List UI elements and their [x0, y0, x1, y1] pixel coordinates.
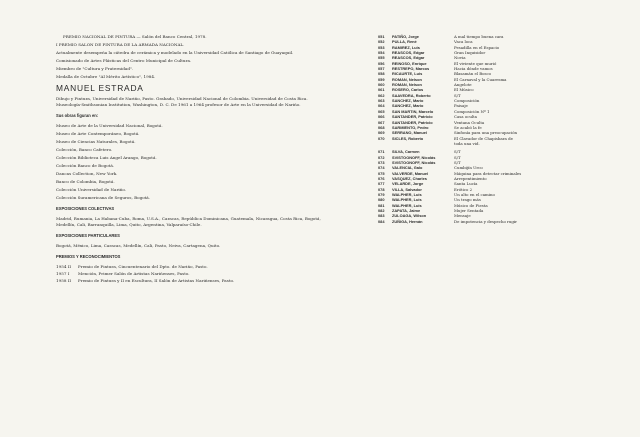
catalog-title: toda una vid.	[454, 140, 480, 146]
catalog-number	[378, 141, 392, 146]
catalog-number: 083	[378, 213, 385, 219]
prize-item	[56, 271, 326, 277]
collective-exhibitions-heading: EXPOSICIONES COLECTIVAS	[56, 206, 115, 212]
catalog-artist: REASCOS, Edgar	[392, 55, 425, 61]
catalog-title: Cumbijín Urco	[454, 165, 483, 171]
catalog-title: Novia	[454, 55, 466, 61]
catalog-row	[378, 219, 598, 224]
catalog-artist: SAAVEDRA, Roberto	[392, 92, 431, 98]
catalog-number: 069	[378, 130, 385, 136]
prize-text: Premio de Pintura y II en Escultura, II Salón de Artistas Nariñenses, Pasto.	[78, 278, 235, 284]
intro-line: PREMIO NACIONAL DE PINTURA — Salón del Banco Central, 1978.	[63, 34, 207, 39]
catalog-title: A mal tiempo buena cara	[454, 34, 504, 39]
collection-item: Colección Suramericana de Seguros, Bogotá.	[56, 194, 151, 200]
prize-year: 1957 I	[56, 271, 70, 276]
catalog-number: 070	[378, 135, 385, 141]
collection-item: Colección Universidad de Nariño.	[56, 186, 127, 192]
catalog-artist: SARMIENTO, Pedro	[392, 124, 429, 130]
intro-section	[56, 34, 326, 80]
collection-item: Museo de Arte Contemporáneo, Bogotá.	[56, 130, 140, 136]
catalog-title: El Clavador de Chapisbara de	[454, 135, 513, 141]
catalog-list	[378, 34, 598, 224]
catalog-number: 067	[378, 119, 385, 125]
catalog-title: Vaca loca	[454, 39, 473, 45]
catalog-title: El viviente que murió	[454, 60, 497, 66]
catalog-number: 059	[378, 76, 385, 82]
catalog-artist: REASCOS, Edgar	[392, 50, 425, 56]
intro-line: Miembro de "Cultura y Fraternidad".	[56, 65, 134, 71]
catalog-number: 060	[378, 82, 385, 88]
catalog-number: 078	[378, 186, 385, 192]
catalog-number: 063	[378, 98, 385, 104]
catalog-title: Mensaje	[454, 213, 471, 219]
catalog-title: S/T	[454, 149, 461, 155]
catalog-title: Hacia dónde vamos	[454, 66, 493, 72]
catalog-number: 074	[378, 165, 385, 171]
prize-item	[56, 264, 326, 270]
catalog-artist: ROMAN, Nelson	[392, 82, 422, 88]
catalog-artist: ZAPATA, Jaime	[392, 208, 421, 213]
prize-item	[56, 278, 326, 284]
catalog-artist: ROMAN, Nelson	[392, 76, 422, 82]
catalog-number: 080	[378, 197, 385, 203]
catalog-artist: SERRANO, Manuel	[392, 130, 428, 136]
collection-item: Colección Biblioteca Luis Angel Arango, Bogotá.	[56, 154, 157, 160]
prize-text: Mención, Primer Salón de Artistas Nariñenses, Pasto.	[78, 271, 190, 276]
catalog-artist: SVISTOONOFF, Nicolás	[392, 154, 436, 160]
catalog-title: El Músico	[454, 87, 474, 93]
catalog-artist: SICLES, Roberto	[392, 135, 424, 141]
prize-year: 1958 II	[56, 278, 71, 284]
catalog-artist: SILVA, Carmen	[392, 149, 420, 155]
intro-line: Actualmente desempeña la cátedra de cerámica y modelado en la Universidad Católica de Santiago de Guayaquil.	[56, 49, 294, 55]
catalog-artist: SANCHEZ, Mario	[392, 103, 424, 109]
catalog-number: 084	[378, 218, 385, 224]
catalog-number: 079	[378, 191, 385, 197]
intro-line: Medalla de Octubre "Al Mérito Artístico", 1984.	[56, 73, 156, 79]
catalog-number: 064	[378, 103, 385, 109]
catalog-title: Ventana Oculta	[454, 119, 485, 125]
collection-item: Dancas Collection, New York.	[56, 170, 118, 176]
catalog-artist: VELARDE, Jorge	[392, 181, 424, 187]
collection-item: Colección, Banco Cafetero.	[56, 146, 113, 152]
artist-bio: Dibujo y Pintura, Universidad de Nariño, Pasto. Grabado, Universidad Nacional de Colombia. Universidad de Costa Rica. Museología-Smithsonian Institution, Washington, D. C. De 1961 a 1964 profesor de Arte en la Universidad de Nariño.	[56, 96, 308, 107]
catalog-artist: WALPHER, Luis	[392, 191, 422, 197]
catalog-title: Casa oculta	[454, 114, 478, 120]
catalog-artist: PATIÑO, Jorge	[392, 34, 419, 39]
catalog-row	[378, 141, 598, 146]
catalog-artist: RICAURTE, Luis	[392, 71, 423, 77]
catalog-title: Un trago más	[454, 197, 481, 203]
catalog-title: Se acabó la fe	[454, 124, 482, 130]
prizes-heading: PREMIOS Y RECONOCIMIENTOS	[56, 254, 121, 260]
catalog-artist: ROSERO, Carlos	[392, 87, 424, 93]
collections-list	[56, 123, 326, 200]
catalog-number: 062	[378, 92, 385, 98]
artist-name-heading: MANUEL ESTRADA	[56, 82, 144, 93]
catalog-artist: WALPHER, Luis	[392, 197, 422, 203]
individual-exhibitions-heading: EXPOSICIONES PARTICULARES	[56, 233, 120, 239]
catalog-title: El Carnaval y la Cuaresma	[454, 76, 507, 82]
catalog-title: De impotencia y despecho rugir	[454, 218, 518, 224]
catalog-number: 081	[378, 202, 385, 208]
catalog-number: 075	[378, 170, 385, 176]
catalog-artist: VALENCIA, Galo	[392, 165, 423, 171]
catalog-artist	[392, 141, 454, 146]
catalog-artist: VILLA, Salvador	[392, 186, 422, 192]
collection-item: Museo de Ciencias Naturales, Bogotá.	[56, 138, 136, 144]
catalog-title: Erótico 2	[454, 186, 473, 192]
collection-item: Banco de Colombia, Bogotá.	[56, 178, 115, 184]
catalog-number: 077	[378, 181, 385, 187]
catalog-artist: ZUÑIGA, Hernán	[392, 218, 423, 224]
catalog-number: 066	[378, 114, 385, 120]
prize-text: Premio de Pintura, Cincuentenario del Dpto. de Nariño, Pasto.	[78, 263, 208, 269]
intro-line: I PREMIO SALON DE PINTURA DE LA ARMADA NACIONAL.	[56, 41, 185, 47]
catalog-title: Composición Nº 1	[454, 108, 490, 114]
works-heading: Sus obras figuran en:	[56, 113, 99, 119]
catalog-artist: SANTANDER, Patricio	[392, 114, 433, 120]
catalog-number: 054	[378, 50, 385, 56]
catalog-artist: SANCHEZ, Mario	[392, 98, 424, 104]
catalog-title: Angelote	[454, 82, 472, 88]
catalog-title: Sinfonía para una preocupación	[454, 130, 518, 136]
catalog-number: 071	[378, 149, 385, 155]
left-page	[56, 34, 326, 285]
catalog-title: Gran Inquisidor	[454, 50, 486, 56]
catalog-artist: WALPHER, Luis	[392, 202, 422, 208]
prizes-list	[56, 264, 326, 284]
catalog-number: 076	[378, 175, 385, 181]
catalog-artist: ZULOAGA, Wilson	[392, 213, 427, 219]
catalog-artist: RAMIREZ, Luis	[392, 44, 420, 50]
catalog-number: 053	[378, 44, 385, 50]
catalog-number: 073	[378, 159, 385, 165]
catalog-number: 082	[378, 208, 385, 213]
catalog-number: 068	[378, 124, 385, 130]
catalog-number: 052	[378, 39, 385, 45]
catalog-artist: SANTANDER, Patricio	[392, 119, 433, 125]
catalog-title: S/T	[454, 92, 461, 98]
catalog-artist: VASQUEZ, Charles	[392, 175, 427, 181]
catalog-title: Santa Lucía	[454, 181, 478, 187]
catalog-title: Arrepentimiento	[454, 175, 487, 181]
intro-line: Comisionado de Artes Plásticas del Centro Municipal de Cultura.	[56, 57, 192, 63]
catalog-title: Músico de Fiesta	[454, 202, 488, 208]
catalog-number: 055	[378, 55, 385, 61]
catalog-title: Composición	[454, 98, 480, 104]
collective-exhibitions-text: Madrid, Rumania, La Habana-Cuba, Roma, U.S.A., Caracas, República Dominicana, Guatemala, Nicaragua, Costa Rica, Bogotá, Medellín, Cali, Barranquilla, Lima, Quito, Argentina, Valparaíso-Chile.	[56, 215, 321, 227]
catalog-artist: RESTREPO, Marcos	[392, 66, 430, 72]
catalog-number: 065	[378, 108, 385, 114]
collection-item: Colección Banco de Bogotá.	[56, 162, 115, 168]
catalog-number: 058	[378, 71, 385, 77]
catalog-title: Mujer Sentada	[454, 208, 484, 213]
individual-exhibitions-text: Bogotá, México, Lima, Caracas, Medellín, Cali, Pasto, Neiva, Cartagena, Quito.	[56, 242, 221, 248]
catalog-title: Paisaje	[454, 103, 468, 109]
catalog-artist: PULLA, René	[392, 39, 417, 45]
catalog-title: Un alto en el camino	[454, 191, 495, 197]
catalog-number: 057	[378, 66, 385, 72]
prize-year: 1954 II	[56, 263, 71, 269]
catalog-artist: REINOSO, Enrique	[392, 60, 427, 66]
catalog-title: Blasamán el Bosco	[454, 71, 491, 77]
catalog-title: S/T	[454, 154, 461, 160]
catalog-number: 061	[378, 87, 385, 93]
catalog-artist: VALVERDE, Manuel	[392, 170, 429, 176]
catalog-number: 051	[378, 34, 385, 39]
catalog-title: S/T	[454, 159, 461, 165]
catalog-artist: SVISTOONOFF, Nicolás	[392, 159, 436, 165]
catalog-number: 072	[378, 154, 385, 160]
catalog-title: Pesadilla en el Espacio	[454, 44, 500, 50]
catalog-title: Máquina para detectar criminales	[454, 170, 522, 176]
catalog-number: 056	[378, 60, 385, 66]
collection-item: Museo de Arte de la Universidad Nacional, Bogotá.	[56, 122, 163, 128]
catalog-artist: SAN MARTIN, Marcelo	[392, 108, 434, 114]
